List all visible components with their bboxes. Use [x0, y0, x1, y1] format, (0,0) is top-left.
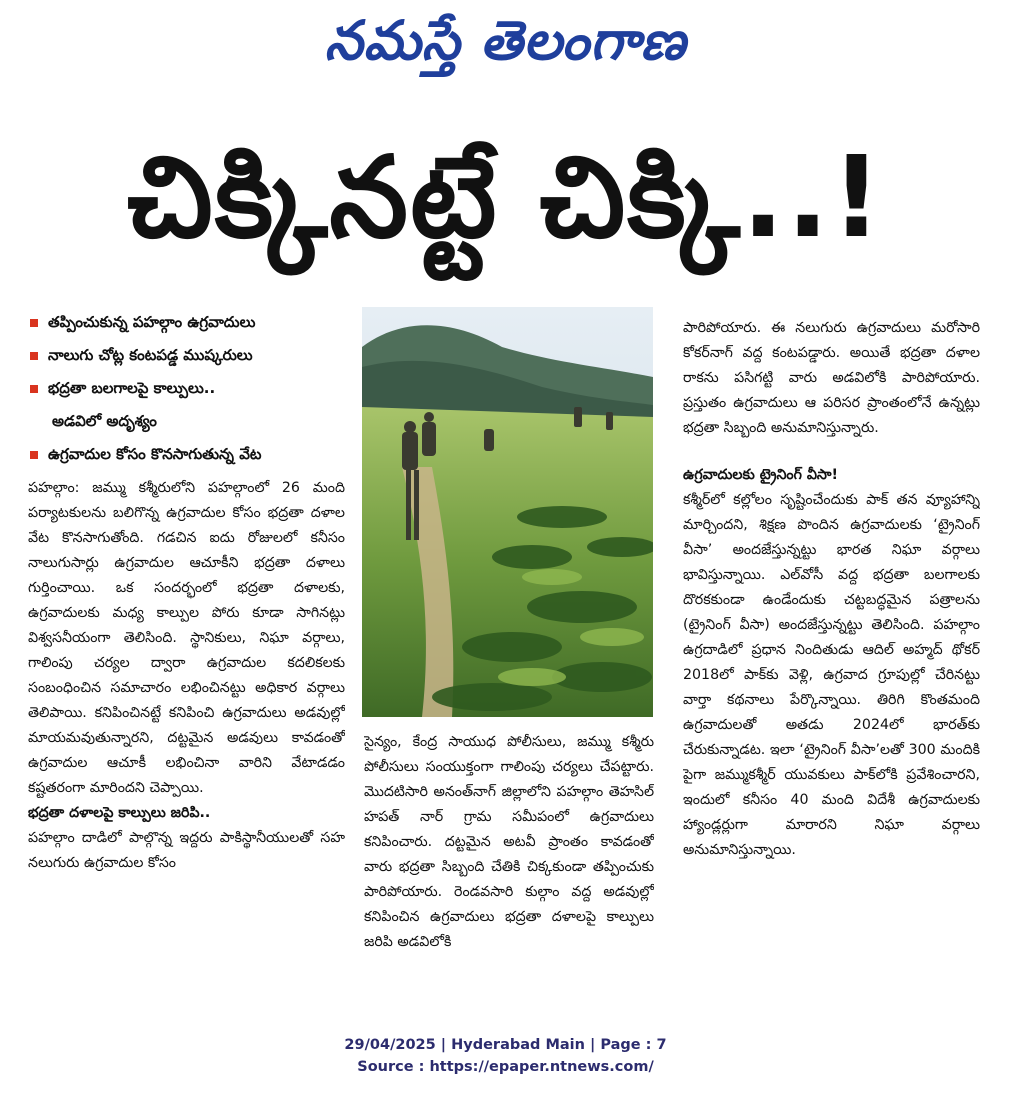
- article-column-3: [683, 316, 980, 1036]
- article-paragraph: కశ్మీర్‌లో కల్లోలం సృష్టించేందుకు పాక్ తన వ్యూహాన్ని మార్చిందని, శిక్షణ పొందిన ఉగ్రవాదులకు ‘ట్రైనింగ్ వీసా’ అందజేస్తున్నట్టు భారత నిఘా వర్గాలు భావిస్తున్నాయి. ఎల్‌వోసీ వద్ద భద్రతా బలగాలకు దొరకకుండా ఉండేందుకు చట్టబద్ధమైన పత్రాలను (ట్రైనింగ్ వీసా) అందజేస్తున్నట్టు తెలిసింది. పహల్గాం ఉగ్రదాడిలో ప్రధాన నిందితుడు ఆదిల్ అహ్మద్ థోకర్ 2018లో పాక్‌కు వెళ్లి, ఉగ్రవాద గ్రూపుల్లో చేరినట్టు వార్తా కథనాలు పేర్కొన్నాయి. తిరిగి కొంతమంది ఉగ్రవాదులతో అతడు 2024లో భారత్‌కు చేరుకున్నాడట. ఇలా ‘ట్రైనింగ్ వీసా’లతో 300 మందికి పైగా జమ్ముకశ్మీర్ యువకులు పాక్‌లోకి ప్రవేశించారని, ఇందులో కనీసం 40 మంది విదేశీ ఉగ్రవాదులకు హ్యాండ్లర్లుగా మారారని నిఘా వర్గాలు అనుమానిస్తున్నాయి.: [683, 492, 980, 858]
- article-paragraph: పహల్గాం: జమ్ము కశ్మీరులోని పహల్గాంలో 26 మంది పర్యాటకులను బలిగొన్న ఉగ్రవాదుల కోసం భద్రతా దళాల వేట కొనసాగుతోంది. గడచిన ఐదు రోజులలో కనీసం నాలుగుసార్లు ఉగ్రవాదుల ఆచూకీని భద్రతా దళాలు గుర్తించాయి. ఒక సందర్భంలో భద్రతా దళాలకు, ఉగ్రవాదులకు మధ్య కాల్పుల పోరు కూడా సాగినట్లు విశ్వసనీయంగా తెలిసింది. స్థానికులు, నిఘా వర్గాలు, గాలింపు చర్యల ద్వారా ఉగ్రవాదుల కదలికలకు సంబంధించిన సమాచారం లభించినట్టు అధికార వర్గాలు తెలిపాయి. కనిపించినట్టే కనిపించి ఉగ్రవాదులు అడవుల్లో మాయమవుతున్నారని, దట్టమైన అడవులు కావడంతో ఉగ్రవాదుల ఆచూకీ లభించినా వారిని వేటాడడం కష్టతరంగా మారిందని చెప్పాయి.: [28, 480, 345, 796]
- highlight-item-continued: అడవిలో అదృశ్యం: [52, 412, 157, 430]
- news-photo: [362, 307, 653, 717]
- highlight-item: భద్రతా బలగాలపై కాల్పులు..: [28, 372, 346, 405]
- highlight-item: తప్పించుకున్న పహల్గాం ఉగ్రవాదులు: [28, 306, 346, 339]
- page-footer: [0, 1034, 1011, 1078]
- footer-source: Source : https://epaper.ntnews.com/: [357, 1059, 654, 1075]
- article-paragraph: పారిపోయారు. ఈ నలుగురు ఉగ్రవాదులు మరోసారి కోకర్‌నాగ్ వద్ద కంటపడ్డారు. అయితే భద్రతా దళాల రాకను పసిగట్టి వారు అడవిలోకి పారిపోయారు. ప్రస్తుతం ఉగ్రవాదులు ఆ పరిసర ప్రాంతంలోనే ఉన్నట్లు భద్రతా సిబ్బంది అనుమానిస్తున్నారు.: [683, 320, 980, 436]
- headline: చిక్కినట్టే చిక్కి..!: [127, 133, 884, 263]
- highlight-item: ఉగ్రవాదుల కోసం కొనసాగుతున్న వేట: [28, 438, 346, 471]
- article-column-2: [364, 730, 654, 1036]
- article-subheading: భద్రతా దళాలపై కాల్పులు జరిపి..: [28, 805, 211, 821]
- bullet-square-icon: [30, 352, 38, 360]
- article-paragraph: సైన్యం, కేంద్ర సాయుధ పోలీసులు, జమ్ము కశ్మీరు పోలీసులు సంయుక్తంగా గాలింపు చర్యలు చేపట్టారు. మొదటిసారి అనంత్‌నాగ్ జిల్లాలోని పహల్గాం తెహసిల్ హపత్ నార్ గ్రామ సమీపంలో ఉగ్రవాదులు కనిపించారు. దట్టమైన అటవీ ప్రాంతం కావడంతో వారు భద్రతా సిబ్బంది చేతికి చిక్కకుండా తప్పించుకు పారిపోయారు. రెండవసారి కుల్గాం వద్ద అడవుల్లో కనిపించిన ఉగ్రవాదులు భద్రతా దళాలపై కాల్పులు జరిపి అడవిలోకి: [364, 734, 654, 950]
- highlight-item: నాలుగు చోట్ల కంటపడ్డ ముష్కరులు: [28, 339, 346, 372]
- masthead-logo: నమస్తే తెలంగాణ: [324, 9, 687, 72]
- bullet-square-icon: [30, 451, 38, 459]
- article-subheading: ఉగ్రవాదులకు ట్రైనింగ్ వీసా!: [683, 467, 839, 483]
- article-paragraph: పహల్గాం దాడిలో పాల్గొన్న ఇద్దరు పాకిస్థానీయులతో సహ నలుగురు ఉగ్రవాదుల కోసం: [28, 830, 345, 871]
- footer-date-edition: 29/04/2025 | Hyderabad Main | Page : 7: [344, 1037, 667, 1053]
- bullet-square-icon: [30, 319, 38, 327]
- bullet-square-icon: [30, 385, 38, 393]
- article-column-1: [28, 476, 345, 1036]
- highlights-list: [28, 306, 346, 471]
